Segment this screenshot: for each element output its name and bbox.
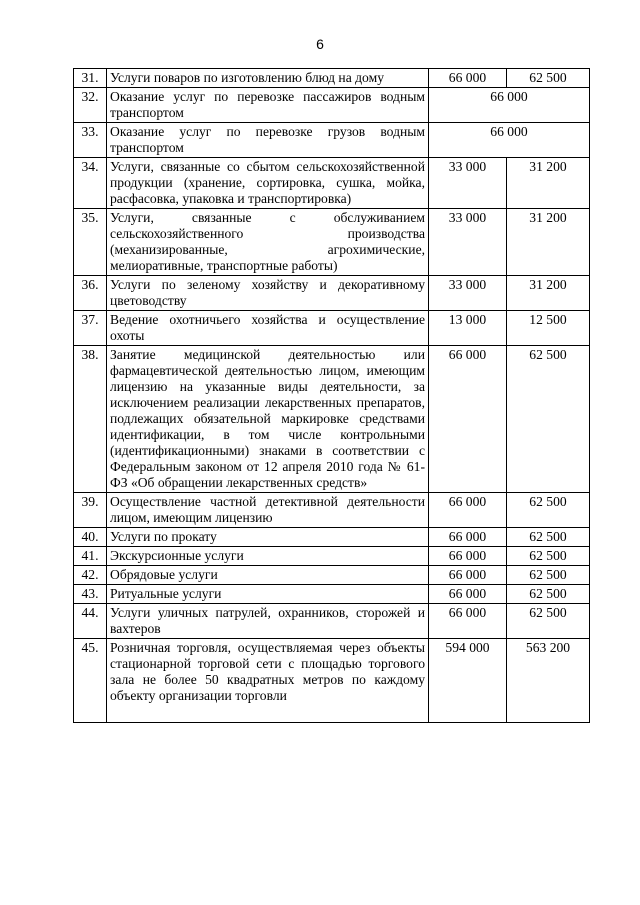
value-col-2: 62 500	[507, 547, 590, 566]
value-col-1: 66 000	[429, 585, 507, 604]
row-description: Услуги по прокату	[107, 528, 429, 547]
row-number: 36.	[74, 276, 107, 311]
value-col-1: 66 000	[429, 493, 507, 528]
row-number: 35.	[74, 209, 107, 276]
row-description: Занятие медицинской деятельностью или фармацевтической деятельностью лицом, имеющим лицензию на указанные виды деятельности, за исключением реализации лекарственных препаратов, подлежащих обязательной маркировке средствами идентификации, в том числе контрольными (идентификационными) знаками в соответствии с Федеральным законом от 12 апреля 2010 года № 61-ФЗ «Об обращении лекарственных средств»	[107, 346, 429, 493]
row-number: 45.	[74, 639, 107, 723]
row-description: Осуществление частной детективной деятельности лицом, имеющим лицензию	[107, 493, 429, 528]
value-col-2: 62 500	[507, 493, 590, 528]
row-number: 41.	[74, 547, 107, 566]
row-number: 34.	[74, 158, 107, 209]
row-description: Услуги, связанные с обслуживанием сельскохозяйственного производства (механизированные, агрохимические, мелиоративные, транспортные работы)	[107, 209, 429, 276]
row-number: 44.	[74, 604, 107, 639]
row-description: Услуги по зеленому хозяйству и декоративному цветоводству	[107, 276, 429, 311]
row-description: Услуги, связанные со сбытом сельскохозяйственной продукции (хранение, сортировка, сушка, мойка, расфасовка, упаковка и транспортировка)	[107, 158, 429, 209]
value-col-1: 33 000	[429, 276, 507, 311]
row-description: Экскурсионные услуги	[107, 547, 429, 566]
row-number: 31.	[74, 69, 107, 88]
value-col-1: 33 000	[429, 209, 507, 276]
page-number: 6	[316, 36, 324, 52]
value-col-1: 13 000	[429, 311, 507, 346]
table-row	[74, 88, 590, 123]
row-number: 43.	[74, 585, 107, 604]
value-col-1: 66 000	[429, 566, 507, 585]
row-description: Ведение охотничьего хозяйства и осуществление охоты	[107, 311, 429, 346]
table-row	[74, 604, 590, 639]
table-row	[74, 585, 590, 604]
value-merged: 66 000	[429, 88, 590, 123]
row-number: 38.	[74, 346, 107, 493]
table-row	[74, 639, 590, 723]
value-col-1: 66 000	[429, 346, 507, 493]
row-description: Обрядовые услуги	[107, 566, 429, 585]
value-col-1: 66 000	[429, 604, 507, 639]
row-description: Оказание услуг по перевозке грузов водным транспортом	[107, 123, 429, 158]
row-number: 37.	[74, 311, 107, 346]
row-number: 33.	[74, 123, 107, 158]
table-row	[74, 346, 590, 493]
value-col-1: 66 000	[429, 69, 507, 88]
value-col-2: 563 200	[507, 639, 590, 723]
row-number: 42.	[74, 566, 107, 585]
value-col-1: 66 000	[429, 528, 507, 547]
value-merged: 66 000	[429, 123, 590, 158]
row-description: Оказание услуг по перевозке пассажиров водным транспортом	[107, 88, 429, 123]
table-row	[74, 158, 590, 209]
value-col-2: 31 200	[507, 276, 590, 311]
table-row	[74, 493, 590, 528]
value-col-2: 62 500	[507, 604, 590, 639]
value-col-2: 62 500	[507, 566, 590, 585]
table-row	[74, 311, 590, 346]
table-row	[74, 528, 590, 547]
value-col-1: 33 000	[429, 158, 507, 209]
value-col-2: 31 200	[507, 158, 590, 209]
value-col-1: 594 000	[429, 639, 507, 723]
value-col-2: 31 200	[507, 209, 590, 276]
value-col-2: 62 500	[507, 346, 590, 493]
table-row	[74, 276, 590, 311]
value-col-2: 12 500	[507, 311, 590, 346]
row-description: Розничная торговля, осуществляемая через объекты стационарной торговой сети с площадью торгового зала не более 50 квадратных метров по каждому объекту организации торговли	[107, 639, 429, 723]
table-row	[74, 566, 590, 585]
row-description: Услуги уличных патрулей, охранников, сторожей и вахтеров	[107, 604, 429, 639]
row-number: 32.	[74, 88, 107, 123]
table-row	[74, 209, 590, 276]
value-col-1: 66 000	[429, 547, 507, 566]
value-col-2: 62 500	[507, 585, 590, 604]
row-description: Услуги поваров по изготовлению блюд на дому	[107, 69, 429, 88]
table-row	[74, 547, 590, 566]
table-row	[74, 69, 590, 88]
value-col-2: 62 500	[507, 69, 590, 88]
value-col-2: 62 500	[507, 528, 590, 547]
row-number: 40.	[74, 528, 107, 547]
table-row	[74, 123, 590, 158]
row-description: Ритуальные услуги	[107, 585, 429, 604]
fee-table	[73, 68, 590, 723]
row-number: 39.	[74, 493, 107, 528]
